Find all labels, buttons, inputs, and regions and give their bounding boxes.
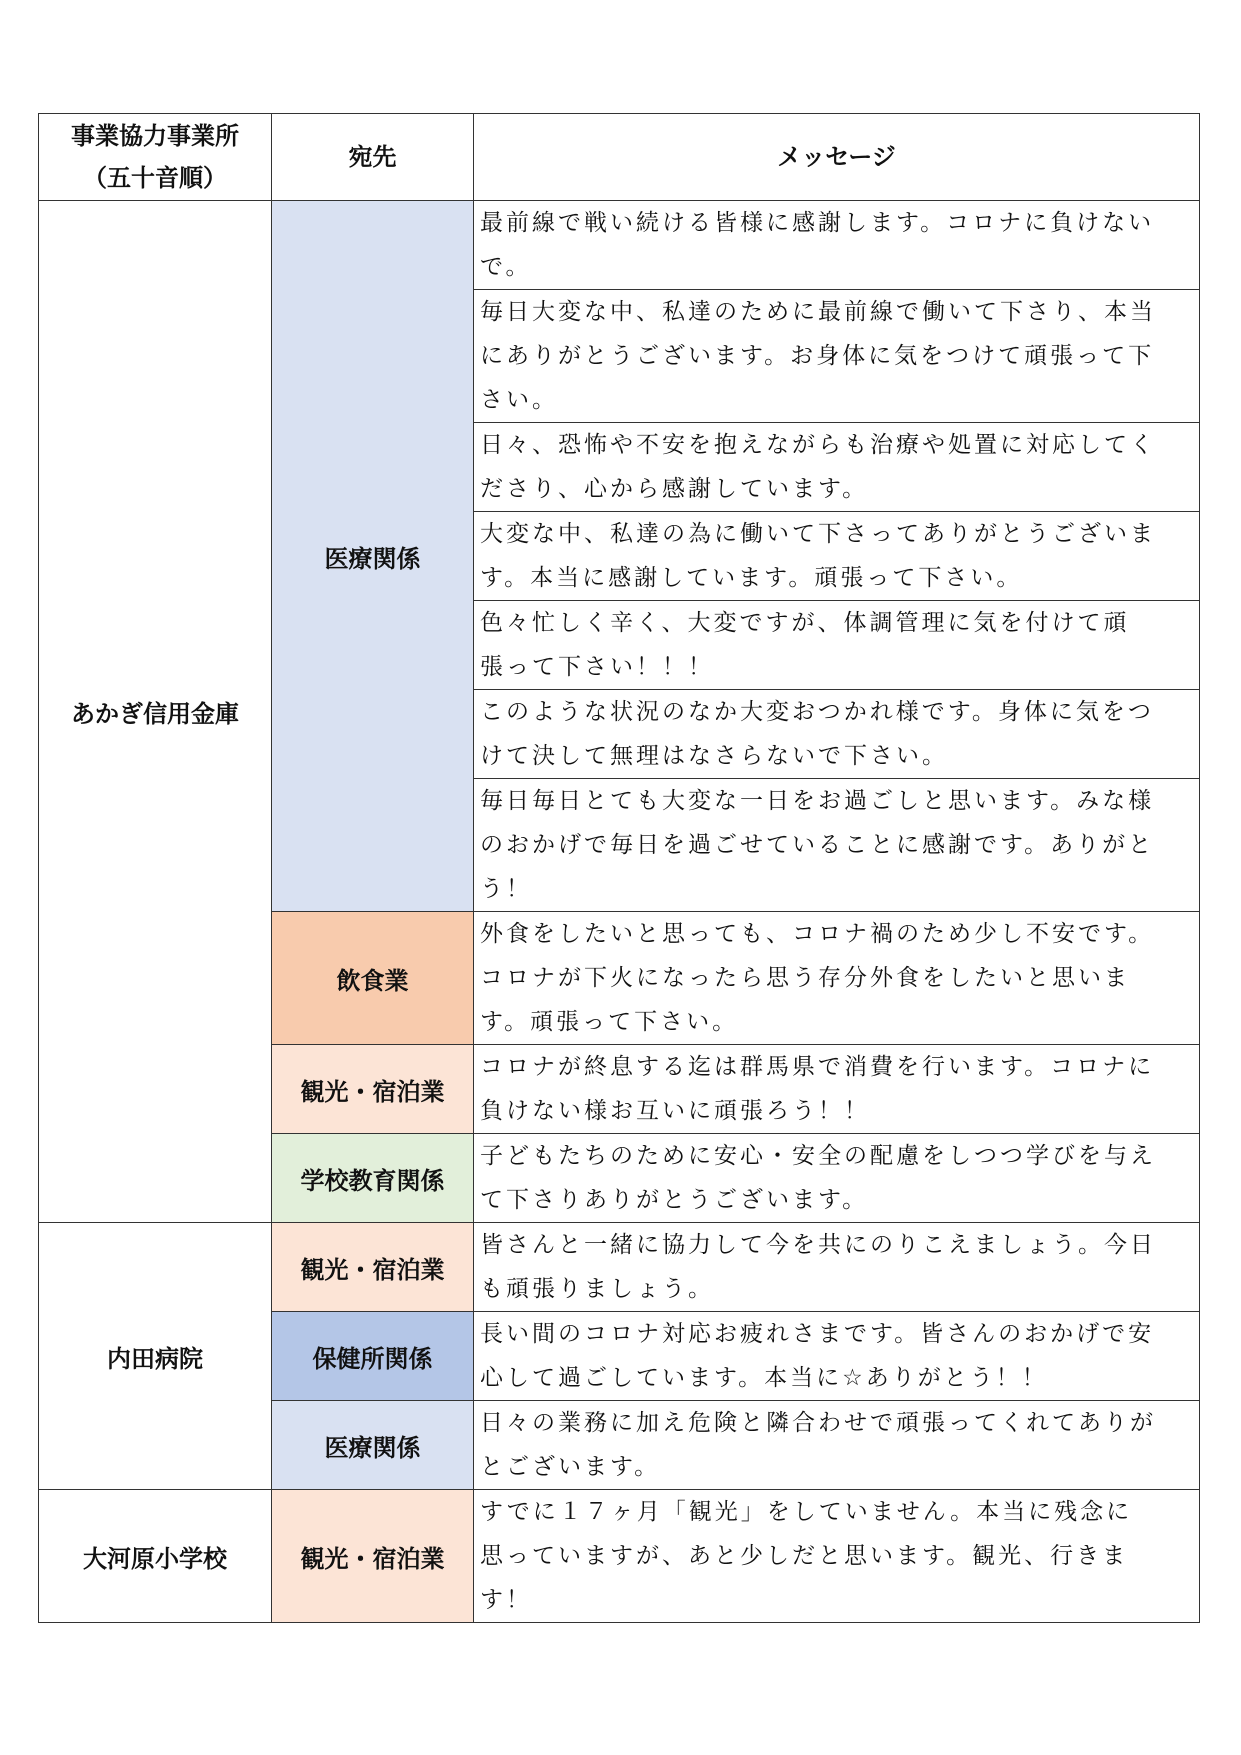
destination-cell: 観光・宿泊業	[272, 1045, 474, 1134]
message-line: 子どもたちのために安心・安全の配慮をしつつ学びを与え	[480, 1143, 1156, 1169]
header-organization	[39, 114, 272, 201]
message-line: のおかげで毎日を過ごせていることに感謝です。ありがと	[480, 832, 1155, 858]
message-cell	[474, 1223, 1200, 1312]
message-line: 大変な中、私達の為に働いて下さってありがとうございま	[480, 521, 1156, 547]
destination-cell: 保健所関係	[272, 1312, 474, 1401]
table-row	[39, 201, 1200, 290]
message-line: 負けない様お互いに頑張ろう！！	[480, 1098, 870, 1124]
header-org-line: （五十音順）	[83, 164, 227, 192]
message-cell	[474, 1401, 1200, 1490]
header-org-line: 事業協力事業所	[71, 122, 239, 150]
message-line: けて決して無理はなさらないで下さい。	[480, 743, 948, 769]
organization-cell: 内田病院	[39, 1223, 272, 1490]
message-line: て下さりありがとうございます。	[480, 1187, 869, 1213]
message-line: 色々忙しく辛く、大変ですが、体調管理に気を付けて頑	[480, 610, 1130, 636]
message-cell	[474, 601, 1200, 690]
message-line: 長い間のコロナ対応お疲れさまです。皆さんのおかげで安	[480, 1321, 1155, 1347]
message-line: このような状況のなか大変おつかれ様です。身体に気をつ	[480, 699, 1154, 725]
destination-cell: 学校教育関係	[272, 1134, 474, 1223]
message-line: すでに１７ヶ月「観光」をしていません。本当に残念に	[480, 1499, 1133, 1525]
message-line: 最前線で戦い続ける皆様に感謝します。コロナに負けない	[480, 210, 1155, 236]
destination-cell: 飲食業	[272, 912, 474, 1045]
message-line: 毎日大変な中、私達のために最前線で働いて下さり、本当	[480, 299, 1156, 325]
message-cell	[474, 290, 1200, 423]
message-line: 心して過ごしています。本当に☆ありがとう！！	[480, 1365, 1048, 1391]
message-line: 張って下さい！！！	[480, 654, 714, 680]
message-line: す。頑張って下さい。	[480, 1009, 739, 1035]
message-line: 皆さんと一緒に協力して今を共にのりこえましょう。今日	[480, 1232, 1156, 1258]
message-line: う！	[480, 876, 532, 902]
table-body	[39, 201, 1200, 1623]
message-cell	[474, 1045, 1200, 1134]
destination-cell: 医療関係	[272, 201, 474, 912]
message-cell	[474, 690, 1200, 779]
message-line: さい。	[480, 387, 558, 413]
header-row	[39, 114, 1200, 201]
destination-cell: 医療関係	[272, 1401, 474, 1490]
header-message: メッセージ	[474, 114, 1200, 201]
message-cell	[474, 423, 1200, 512]
message-line: 毎日毎日とても大変な一日をお過ごしと思います。みな様	[480, 788, 1155, 814]
message-cell	[474, 912, 1200, 1045]
message-table	[38, 113, 1200, 1623]
message-line: 外食をしたいと思っても、コロナ禍のため少し不安です。	[480, 921, 1155, 947]
message-line: とございます。	[480, 1454, 661, 1480]
table-row	[39, 1223, 1200, 1312]
organization-cell: あかぎ信用金庫	[39, 201, 272, 1223]
header-destination: 宛先	[272, 114, 474, 201]
message-line: 日々の業務に加え危険と隣合わせで頑張ってくれてありが	[480, 1410, 1156, 1436]
message-line: コロナが終息する迄は群馬県で消費を行います。コロナに	[480, 1054, 1155, 1080]
table-row	[39, 1490, 1200, 1623]
message-line: す。本当に感謝しています。頑張って下さい。	[480, 565, 1023, 591]
message-line: ださり、心から感謝しています。	[480, 476, 869, 502]
message-cell	[474, 1490, 1200, 1623]
destination-cell: 観光・宿泊業	[272, 1223, 474, 1312]
message-line: す！	[480, 1587, 532, 1613]
message-line: コロナが下火になったら思う存分外食をしたいと思いま	[480, 965, 1130, 991]
message-line: 日々、恐怖や不安を抱えながらも治療や処置に対応してく	[480, 432, 1156, 458]
organization-cell: 大河原小学校	[39, 1490, 272, 1623]
message-line: も頑張りましょう。	[480, 1276, 714, 1302]
message-line: で。	[480, 254, 532, 280]
message-cell	[474, 201, 1200, 290]
message-cell	[474, 512, 1200, 601]
message-cell	[474, 1312, 1200, 1401]
message-cell	[474, 779, 1200, 912]
destination-cell: 観光・宿泊業	[272, 1490, 474, 1623]
message-cell	[474, 1134, 1200, 1223]
message-line: にありがとうございます。お身体に気をつけて頑張って下	[480, 343, 1155, 369]
message-line: 思っていますが、あと少しだと思います。観光、行きま	[480, 1543, 1129, 1569]
